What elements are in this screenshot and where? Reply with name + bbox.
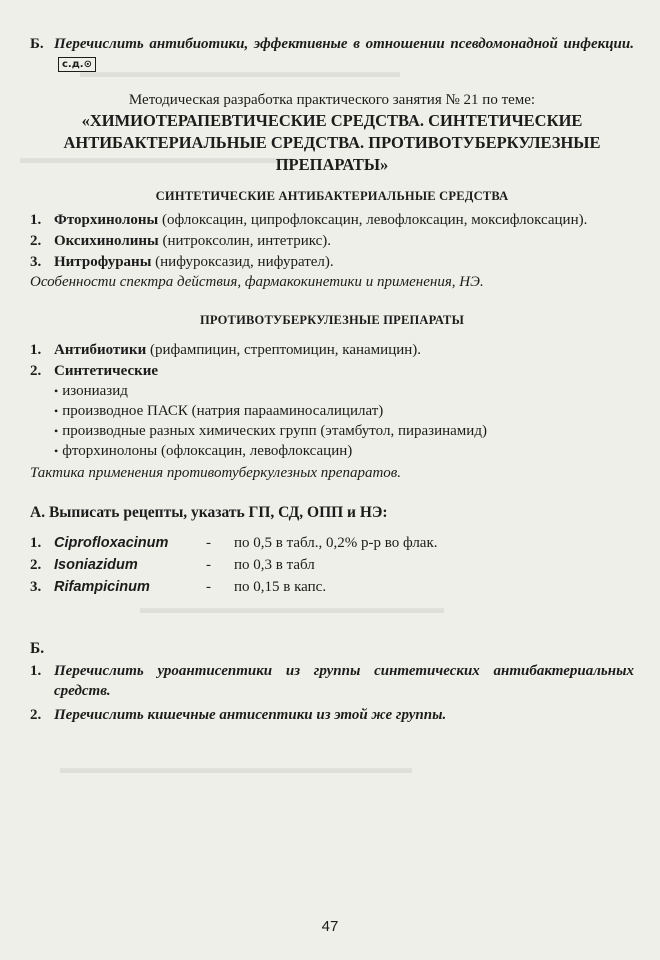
rx-dash: - [206, 535, 211, 551]
section1-list [30, 210, 634, 272]
list-item-text [54, 340, 634, 360]
list-item [30, 340, 634, 360]
part-b-top-label: Б. [30, 36, 44, 52]
rx-drug-name: Ciprofloxacinum [54, 535, 169, 551]
prescription-list [30, 533, 634, 597]
page-content [30, 34, 634, 725]
drug-group-detail: (офлоксацин, ципрофлоксацин, левофлоксацин, моксифлоксацин). [158, 212, 588, 228]
rx-number: 1. [30, 535, 42, 551]
part-a-heading: А. Выписать рецепты, указать ГП, СД, ОПП и НЭ: [30, 504, 388, 521]
list-item-number: 1. [30, 663, 42, 679]
lesson-title: «ХИМИОТЕРАПЕВТИЧЕСКИЕ СРЕДСТВА. СИНТЕТИЧЕСКИЕ АНТИБАКТЕРИАЛЬНЫЕ СРЕДСТВА. ПРОТИВОТУБЕРКУЛЕЗНЫЕ ПРЕПАРАТЫ» [63, 111, 601, 174]
self-study-badge: с.д.⊙ [58, 57, 96, 72]
list-item-number: 3. [30, 254, 42, 270]
drug-group-detail: (нитроксолин, интетрикс). [158, 233, 332, 249]
part-b-top-text: Перечислить антибиотики, эффективные в отношении псевдомонадной инфекции. [54, 36, 634, 52]
list-item [30, 661, 634, 701]
list-item [30, 705, 634, 725]
list-item-text [54, 210, 634, 230]
list-item-text [54, 252, 634, 272]
part-b-top [30, 34, 634, 74]
prescription-row [30, 533, 634, 553]
list-item-number: 2. [30, 707, 42, 723]
bleed-through-decoration: ▬▬▬▬▬▬▬▬▬▬▬▬▬▬▬▬▬ [20, 150, 292, 167]
bullet-item: • производные разных химических групп (этамбутол, пиразинамид) [30, 421, 634, 441]
list-item-number: 2. [30, 363, 42, 379]
bullet-item: • изониазид [30, 381, 634, 401]
rx-drug-name: Rifampicinum [54, 579, 150, 595]
part-b-task: Перечислить уроантисептики из группы синтетических антибактериальных средств. [54, 663, 634, 699]
drug-group-name: Нитрофураны [54, 254, 152, 270]
part-b-task: Перечислить кишечные антисептики из этой же группы. [54, 707, 447, 723]
rx-drug-name: Isoniazidum [54, 557, 138, 573]
page-number: 47 [321, 918, 339, 935]
rx-dash: - [206, 557, 211, 573]
method-line: Методическая разработка практического занятия № 21 по теме: [128, 92, 536, 108]
rx-dose: по 0,5 в табл., 0,2% р-р во флак. [234, 535, 438, 551]
list-item-number: 1. [30, 342, 42, 358]
section1-note: Особенности спектра действия, фармакокинетики и применения, НЭ. [30, 274, 484, 290]
bullet-item: • производное ПАСК (натрия парааминосалицилат) [30, 401, 634, 421]
rx-dose: по 0,15 в капс. [234, 579, 327, 595]
drug-group-detail: (нифуроксазид, нифурател). [151, 254, 334, 270]
part-b-top-text-wrap [54, 34, 634, 74]
rx-dose: по 0,3 в табл [234, 557, 315, 573]
list-item-text [54, 231, 634, 251]
bleed-through-decoration: ▬▬▬▬▬▬▬▬▬▬▬▬▬▬▬▬▬▬▬▬ [80, 64, 400, 81]
prescription-row [30, 555, 634, 575]
bullet-item: • фторхинолоны (офлоксацин, левофлоксацин) [30, 441, 634, 461]
section1-heading: СИНТЕТИЧЕСКИЕ АНТИБАКТЕРИАЛЬНЫЕ СРЕДСТВА [155, 189, 509, 203]
rx-dash: - [206, 579, 211, 595]
drug-group-name: Фторхинолоны [54, 212, 159, 228]
list-item-number: 1. [30, 212, 42, 228]
drug-group-name: Оксихинолины [54, 233, 159, 249]
drug-group-detail: (рифампицин, стрептомицин, канамицин). [146, 342, 422, 358]
section2-note: Тактика применения противотуберкулезных препаратов. [30, 465, 402, 481]
drug-group-name: Антибиотики [54, 342, 147, 358]
list-item [30, 210, 634, 230]
prescription-row [30, 577, 634, 597]
bleed-through-decoration: ▬▬▬▬▬▬▬▬▬▬▬▬▬▬▬▬▬▬▬ [140, 600, 444, 617]
list-item [30, 361, 634, 381]
rx-number: 3. [30, 579, 42, 595]
list-item [30, 252, 634, 272]
drug-group-name: Синтетические [54, 363, 159, 379]
rx-number: 2. [30, 557, 42, 573]
list-item-number: 2. [30, 233, 42, 249]
section2-heading: ПРОТИВОТУБЕРКУЛЕЗНЫЕ ПРЕПАРАТЫ [199, 313, 465, 327]
list-item [30, 231, 634, 251]
part-b-label: Б. [30, 640, 45, 657]
bleed-through-decoration: ▬▬▬▬▬▬▬▬▬▬▬▬▬▬▬▬▬▬▬▬▬▬ [60, 760, 412, 777]
